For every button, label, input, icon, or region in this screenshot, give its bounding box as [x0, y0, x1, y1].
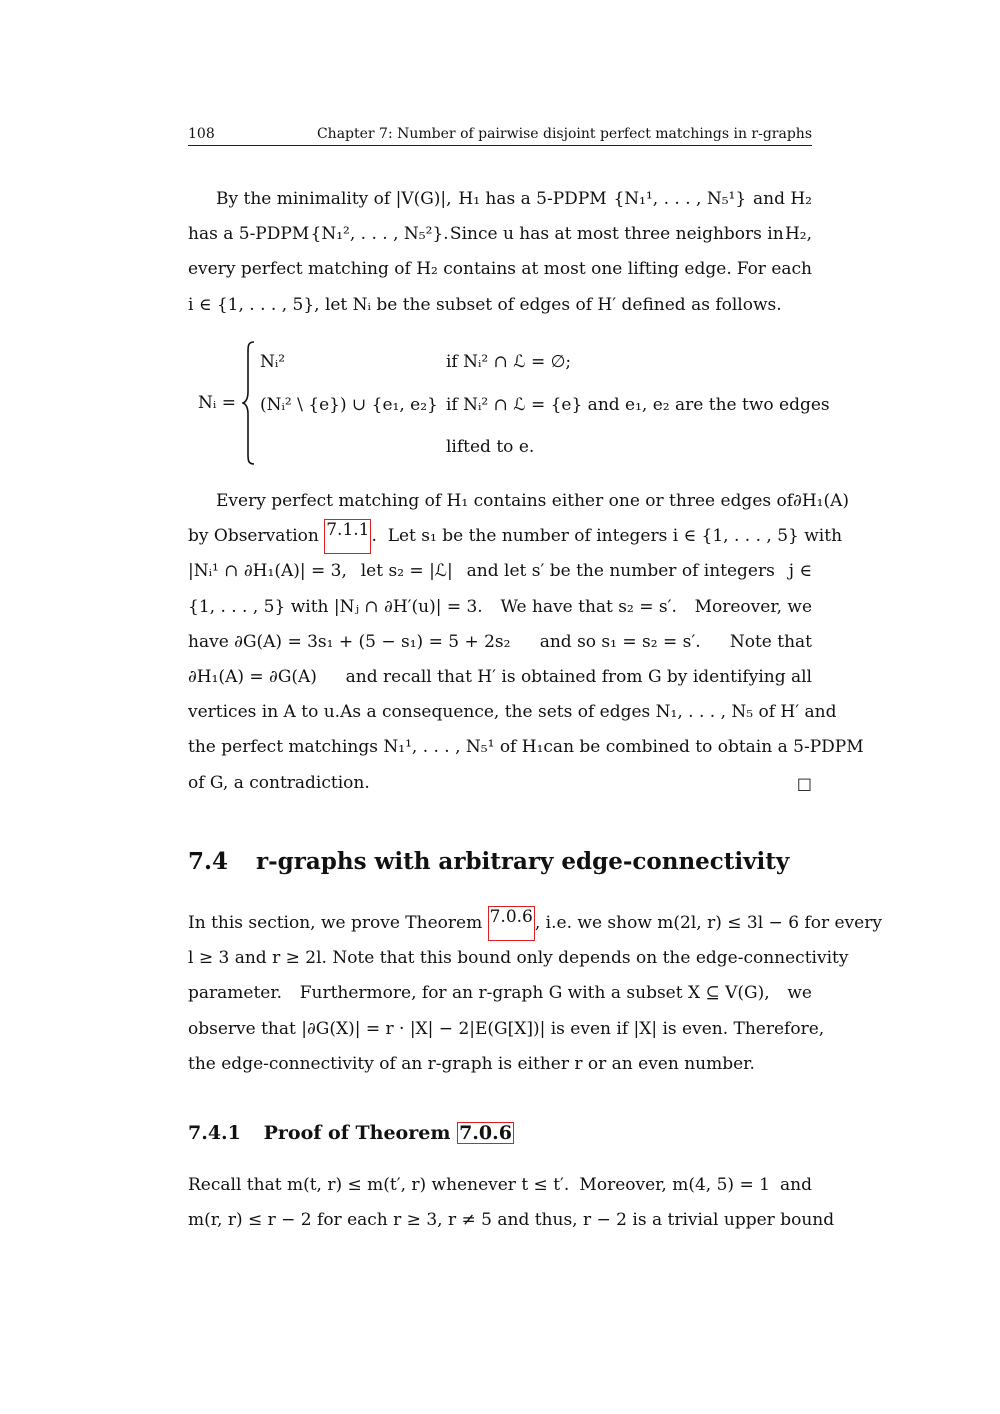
text-segment: the edge-connectivity of an r-graph is either r or an even number. [188, 1053, 755, 1074]
case-2-value: (Nᵢ² \ {e}) ∪ {e₁, e₂} [260, 395, 438, 415]
text-segment: Every perfect matching of H₁ contains either one or three edges of [216, 491, 794, 511]
text-segment: {N₁², . . . , N₅²}. [310, 224, 449, 245]
cases-equation [198, 340, 830, 470]
paragraph-2 [188, 484, 864, 801]
text-segment: H₂, [784, 224, 812, 245]
text-segment: i ∈ {1, . . . , 5}, let Nᵢ be the subset of edges of H′ defined as follows. [188, 294, 782, 315]
paragraph-4 [188, 1168, 835, 1238]
paragraph-1 [188, 182, 812, 323]
text-line [188, 252, 812, 287]
text-line [188, 976, 812, 1011]
text-line [188, 941, 849, 976]
equation-lhs: Nᵢ = [198, 393, 236, 413]
text-segment: ∂H₁(A) [793, 491, 850, 511]
text-segment: has a 5-PDPM [188, 224, 310, 245]
text-segment: vertices in A to u. [188, 702, 341, 723]
text-line [188, 625, 812, 660]
text-segment: let s₂ = |ℒ| [360, 561, 453, 582]
text-line [188, 906, 882, 941]
text-line [188, 1047, 812, 1082]
text-segment: For each [736, 259, 812, 280]
text-line [188, 288, 812, 323]
theorem-reference-link[interactable]: 7.0.6 [488, 906, 535, 941]
text-line [188, 766, 812, 801]
text-segment: of G, a contradiction. [188, 772, 370, 793]
text-segment: j ∈ [788, 561, 812, 582]
case-2-condition: if Nᵢ² ∩ ℒ = {e} and e₁, e₂ are the two edges [446, 395, 830, 415]
page-number: 108 [188, 126, 215, 142]
text-segment: Since u has at most three neighbors in [449, 224, 784, 245]
text-segment: . Let s₁ be the number of integers i ∈ {1, . . . , 5} with [371, 526, 843, 547]
text-segment: {1, . . . , 5} with |Nⱼ ∩ ∂H′(u)| = 3. [188, 596, 483, 617]
text-segment: have ∂G(A) = 3s₁ + (5 − s₁) = 5 + 2s₂ [188, 631, 511, 652]
case-1-value: Nᵢ² [260, 352, 286, 372]
subsection-heading [188, 1122, 514, 1144]
text-segment: every perfect matching of H₂ contains at most one lifting edge. [188, 259, 732, 280]
text-segment: Note that [729, 631, 812, 652]
text-segment: parameter. [188, 983, 283, 1004]
case-1-condition: if Nᵢ² ∩ ℒ = ∅; [446, 352, 572, 372]
text-segment: m(r, r) ≤ r − 2 for each r ≥ 3, r ≠ 5 and thus, r − 2 is a trivial upper bound [188, 1210, 835, 1231]
text-line [188, 590, 812, 625]
paragraph-3 [188, 906, 882, 1082]
text-segment: and H₂ [752, 189, 812, 209]
text-segment: Moreover, m(4, 5) = 1 [579, 1175, 770, 1195]
text-segment: and so s₁ = s₂ = s′. [539, 631, 701, 652]
text-line [188, 554, 812, 589]
text-segment: We have that s₂ = s′. [500, 596, 677, 617]
text-line [188, 1012, 825, 1047]
text-line [188, 1168, 812, 1203]
text-segment: can be combined to obtain a 5-PDPM [543, 737, 864, 758]
case-2-condition-continued: lifted to e. [446, 437, 535, 457]
text-line [188, 660, 812, 695]
section-title: r-graphs with arbitrary edge-connectivity [256, 848, 790, 875]
subsection-number: 7.4.1 [188, 1122, 241, 1144]
qed-symbol: □ [796, 773, 812, 793]
text-segment: Moreover, we [694, 596, 812, 617]
text-segment: {N₁¹, . . . , N₅¹} [613, 189, 747, 209]
text-line [188, 519, 843, 554]
section-number: 7.4 [188, 848, 229, 875]
running-header [188, 126, 812, 146]
text-segment: observe that |∂G(X)| = r · |X| − 2|E(G[X])| is even if |X| is even. Therefore, [188, 1018, 825, 1039]
subsection-title: Proof of Theorem [263, 1122, 451, 1144]
text-line [188, 484, 850, 519]
text-line [188, 217, 812, 252]
text-line [188, 695, 837, 730]
text-segment: |Nᵢ¹ ∩ ∂H₁(A)| = 3, [188, 561, 347, 582]
text-segment: we [787, 983, 812, 1004]
text-segment: and let s′ be the number of integers [466, 561, 775, 582]
text-segment: l ≥ 3 and r ≥ 2l. Note that this bound only depends on the edge-connectivity [188, 948, 849, 969]
text-line [188, 182, 812, 217]
section-heading [188, 848, 789, 875]
text-segment: , i.e. we show m(2l, r) ≤ 3l − 6 for every [534, 913, 882, 933]
text-segment: ∂H₁(A) = ∂G(A) [188, 666, 317, 687]
chapter-title: Chapter 7: Number of pairwise disjoint perfect matchings in r-graphs [316, 126, 812, 142]
observation-reference-link[interactable]: 7.1.1 [324, 519, 371, 554]
text-segment: H₁ has a 5-PDPM [458, 189, 607, 209]
left-brace [242, 340, 256, 466]
theorem-reference-link[interactable]: 7.0.6 [459, 1122, 512, 1144]
text-segment: Furthermore, for an r-graph G with a subset X ⊆ V(G), [299, 983, 770, 1004]
text-segment: By the minimality of |V(G)|, [216, 189, 452, 209]
text-segment: and recall that H′ is obtained from G by identifying all [345, 666, 812, 687]
text-segment: by Observation [188, 526, 319, 547]
text-line [188, 1203, 835, 1238]
text-segment: In this section, we prove Theorem [188, 913, 483, 933]
text-segment: and [780, 1175, 812, 1195]
text-line [188, 730, 864, 765]
text-segment: Recall that m(t, r) ≤ m(t′, r) whenever t ≤ t′. [188, 1175, 570, 1195]
text-segment: As a consequence, the sets of edges N₁, . . . , N₅ of H′ and [340, 702, 837, 723]
text-segment: the perfect matchings N₁¹, . . . , N₅¹ of H₁ [188, 737, 544, 758]
